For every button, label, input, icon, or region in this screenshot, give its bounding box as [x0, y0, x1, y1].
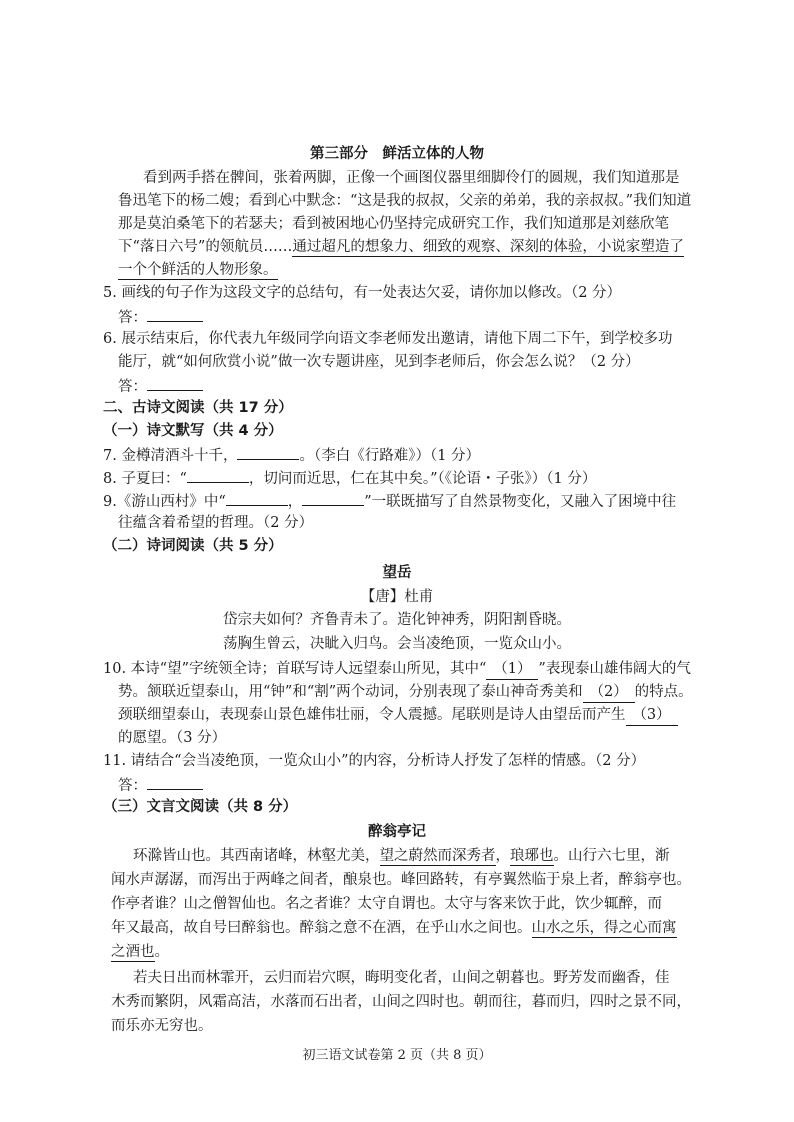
q10-blank-1[interactable]: （1）	[486, 659, 538, 680]
question-10: 10. 本诗“望”字统领全诗；首联写诗人远望泰山所见，其中“ （1） ”表现泰山雄伟阔大的气	[103, 659, 691, 680]
page-footer: 初三语文试卷第 2 页（共 8 页）	[302, 1048, 492, 1063]
q5-answer-line[interactable]: 答：	[118, 306, 203, 328]
q7-blank[interactable]	[237, 444, 299, 460]
question-5: 5. 画线的句子作为这段文字的总结句，有一处表达欠妥，请你加以修改。（2 分）	[103, 285, 622, 301]
poem-line: 荡胸生曾云，决眦入归鸟。会当凌绝顶，一览众山小。	[223, 636, 571, 652]
essay-line: 年又最高，故自号曰醉翁也。醉翁之意不在酒，在乎山水之间也。山水之乐，得之心而寓	[111, 920, 677, 936]
summary-sentence-underlined: 一个个鲜活的人物形象。	[118, 262, 278, 278]
essay-line: 而乐亦无穷也。	[111, 1018, 213, 1034]
question-9: 9.《游山西村》中“ ， ”一联既描写了自然景物变化，又融入了困境中往	[103, 490, 676, 512]
question-7: 7. 金樽清酒斗十千， 。（李白《行路难》）（1 分）	[103, 444, 480, 466]
essay-line: 之酒也。	[111, 944, 169, 960]
part3-para-line: 看到两手搭在髀间，张着两脚，正像一个画图仪器里细脚伶仃的圆规，我们知道那是	[143, 170, 680, 186]
q9-blank-2[interactable]	[302, 490, 364, 506]
q8-blank[interactable]	[187, 467, 249, 483]
part3-para-line: 那是莫泊桑笔下的若瑟夫；看到被困地心仍坚持完成研究工作，我们知道那是刘慈欣笔	[118, 216, 669, 232]
q6-answer-line[interactable]: 答：	[118, 375, 203, 397]
question-10-cont: 势。颔联近望泰山，用“钟”和“割”两个动词，分别表现了泰山神奇秀美和 （2） 的特点。	[118, 682, 693, 703]
essay-underlined: 之酒也	[111, 944, 155, 960]
essay-line: 闻水声潺潺，而泻出于两峰之间者，酿泉也。峰回路转，有亭翼然临于泉上者，醉翁亭也。	[111, 872, 691, 888]
part3-para-line	[118, 260, 278, 280]
subsection-3-title: （三）文言文阅读（共 8 分）	[103, 799, 298, 815]
q10-blank-2[interactable]: （2）	[583, 682, 635, 703]
q9-blank-1[interactable]	[226, 490, 288, 506]
essay-title: 醉翁亭记	[368, 824, 426, 840]
subsection-1-title: （一）诗文默写（共 4 分）	[103, 423, 283, 439]
q10-blank-3[interactable]: （3）	[626, 705, 678, 726]
essay-line: 木秀而繁阴，风霜高洁，水落而石出者，山间之四时也。朝而往，暮而归，四时之景不同，	[111, 994, 691, 1010]
question-11: 11. 请结合“会当凌绝顶，一览众山小”的内容，分析诗人抒发了怎样的情感。（2 分）	[103, 753, 646, 769]
poem-author: 【唐】杜甫	[360, 589, 434, 605]
essay-underlined: 琅琊也	[510, 848, 554, 864]
question-6-cont: 能厅，就“如何欣赏小说”做一次专题讲座，见到李老师后，你会怎么说？（2 分）	[118, 354, 640, 370]
part3-para-line: 下“落日六号”的领航员……通过超凡的想象力、细致的观察、深刻的体验，小说家塑造了	[118, 239, 684, 255]
essay-line: 环滁皆山也。其西南诸峰，林壑尤美，望之蔚然而深秀者，琅琊也。山行六七里，渐	[133, 848, 670, 864]
essay-underlined: 望之蔚然而深秀者	[379, 848, 496, 864]
poem-title: 望岳	[382, 565, 412, 581]
section-2-title: 二、古诗文阅读（共 17 分）	[103, 400, 293, 416]
question-8: 8. 子夏曰：“ ，切问而近思，仁在其中矣。”（《论语・子张》）（1 分）	[103, 467, 596, 489]
q11-answer-line[interactable]: 答：	[118, 774, 203, 796]
question-9-cont: 往蕴含着希望的哲理。（2 分）	[118, 515, 314, 531]
essay-line: 若夫日出而林霏开，云归而岩穴暝，晦明变化者，山间之朝暮也。野芳发而幽香，佳	[133, 970, 670, 986]
part3-title: 第三部分 鲜活立体的人物	[310, 146, 484, 162]
question-10-cont: 颈联细望泰山，表现泰山景色雄伟壮丽，令人震撼。尾联则是诗人由望岳而产生 （3）	[118, 705, 678, 726]
subsection-2-title: （二）诗词阅读（共 5 分）	[103, 538, 283, 554]
essay-line: 作亭者谁？山之僧智仙也。名之者谁？太守自谓也。太守与客来饮于此，饮少辄醉，而	[111, 896, 662, 912]
part3-para-line: 鲁迅笔下的杨二嫂；看到心中默念：“这是我的叔叔，父亲的弟弟，我的亲叔叔。”我们知道	[118, 193, 692, 209]
essay-underlined: 山水之乐，得之心而寓	[531, 920, 677, 936]
question-10-cont: 的愿望。（3 分）	[118, 730, 227, 746]
poem-line: 岱宗夫如何？齐鲁青未了。造化钟神秀，阴阳割昏晓。	[223, 612, 571, 628]
summary-sentence-underlined: 通过超凡的想象力、细致的观察、深刻的体验，小说家塑造了	[292, 239, 684, 255]
question-6: 6. 展示结束后，你代表九年级同学向语文李老师发出邀请，请他下周二下午，到学校多功	[103, 331, 673, 347]
